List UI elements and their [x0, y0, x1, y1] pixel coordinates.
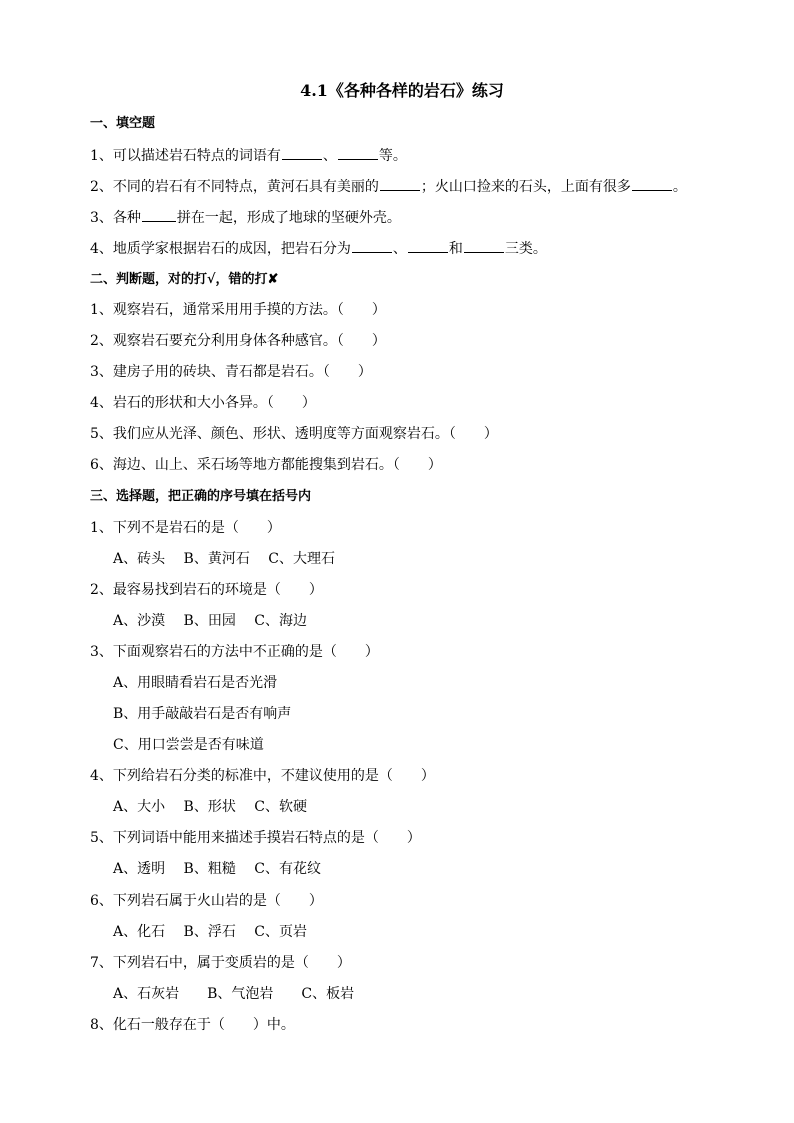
choice-question-4: 4、下列给岩石分类的标准中，不建议使用的是（ ） [90, 768, 435, 784]
q-text: 拼在一起，形成了地球的坚硬外壳。 [176, 210, 401, 226]
q-text: 3、各种 [90, 210, 141, 226]
judge-question-3: 3、建房子用的砖块、青石都是岩石。（ ） [90, 364, 372, 380]
q-text: 和 [448, 241, 463, 257]
fill-question-4 [90, 238, 547, 259]
fill-question-1 [90, 145, 407, 166]
judge-question-4: 4、岩石的形状和大小各异。（ ） [90, 395, 316, 411]
q-text: 、 [322, 148, 337, 164]
q-text: 2、不同的岩石有不同特点，黄河石具有美丽的 [90, 179, 379, 195]
q-text: 。 [672, 179, 687, 195]
judge-question-2: 2、观察岩石要充分利用身体各种感官。（ ） [90, 333, 386, 349]
choice-options-6: A、化石 B、浮石 C、页岩 [113, 924, 308, 940]
page-title: 4.1《各种各样的岩石》练习 [300, 81, 504, 100]
choice-options-5: A、透明 B、粗糙 C、有花纹 [113, 861, 322, 877]
q-text: ；火山口捡来的石头，上面有很多 [420, 179, 631, 195]
answer-blank[interactable] [338, 145, 378, 160]
judge-question-6: 6、海边、山上、采石场等地方都能搜集到岩石。（ ） [90, 457, 442, 473]
choice-option-3c: C、用口尝尝是否有味道 [113, 737, 264, 753]
q-text: 4、地质学家根据岩石的成因，把岩石分为 [90, 241, 351, 257]
answer-blank[interactable] [282, 145, 322, 160]
section-1-heading: 一、填空题 [90, 116, 156, 131]
choice-question-8: 8、化石一般存在于（ ）中。 [90, 1017, 295, 1033]
section-2-heading: 二、判断题，对的打√，错的打✘ [90, 272, 279, 287]
judge-question-1: 1、观察岩石，通常采用用手摸的方法。（ ） [90, 302, 386, 318]
answer-blank[interactable] [380, 176, 420, 191]
fill-question-3 [90, 207, 401, 228]
q-text: 、 [392, 241, 407, 257]
answer-blank[interactable] [408, 238, 448, 253]
q-text: 等。 [378, 148, 407, 164]
choice-question-3: 3、下面观察岩石的方法中不正确的是（ ） [90, 644, 379, 660]
section-3-heading: 三、选择题，把正确的序号填在括号内 [90, 489, 312, 504]
choice-question-6: 6、下列岩石属于火山岩的是（ ） [90, 893, 323, 909]
fill-question-2 [90, 176, 687, 197]
answer-blank[interactable] [142, 207, 176, 222]
choice-question-2: 2、最容易找到岩石的环境是（ ） [90, 582, 323, 598]
answer-blank[interactable] [352, 238, 392, 253]
choice-question-5: 5、下列词语中能用来描述手摸岩石特点的是（ ） [90, 830, 421, 846]
choice-options-1: A、砖头 B、黄河石 C、大理石 [113, 551, 336, 567]
choice-options-2: A、沙漠 B、田园 C、海边 [113, 613, 308, 629]
answer-blank[interactable] [632, 176, 672, 191]
q-text: 三类。 [504, 241, 547, 257]
choice-option-3b: B、用手敲敲岩石是否有响声 [113, 706, 292, 722]
choice-option-3a: A、用眼睛看岩石是否光滑 [113, 675, 278, 691]
q-text: 1、可以描述岩石特点的词语有 [90, 148, 281, 164]
answer-blank[interactable] [464, 238, 504, 253]
judge-question-5: 5、我们应从光泽、颜色、形状、透明度等方面观察岩石。（ ） [90, 426, 498, 442]
choice-question-7: 7、下列岩石中，属于变质岩的是（ ） [90, 955, 351, 971]
choice-options-4: A、大小 B、形状 C、软硬 [113, 799, 308, 815]
choice-question-1: 1、下列不是岩石的是（ ） [90, 520, 281, 536]
choice-options-7: A、石灰岩 B、气泡岩 C、板岩 [113, 986, 355, 1002]
